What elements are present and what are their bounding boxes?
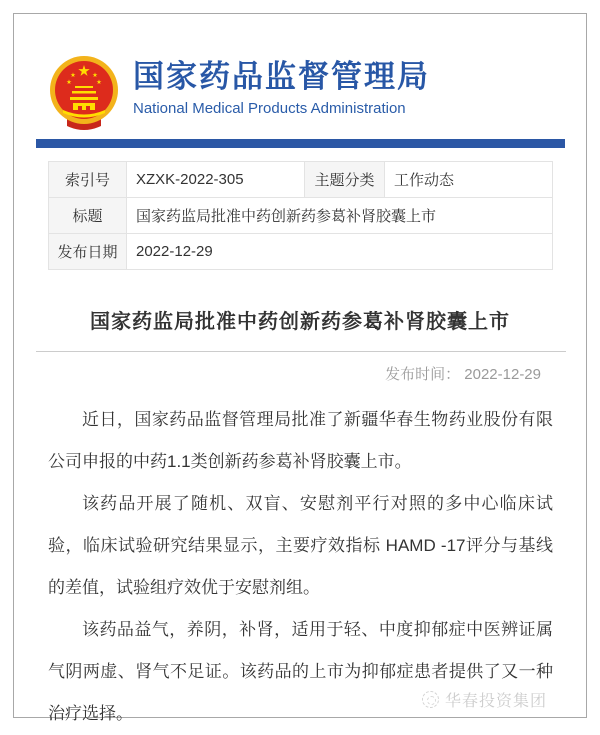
huachun-logo-icon bbox=[422, 691, 439, 708]
document-meta-table bbox=[48, 161, 553, 270]
title-divider bbox=[36, 351, 566, 352]
publish-time-label: 发布时间： bbox=[385, 366, 461, 383]
watermark-text: 华春投资集团 bbox=[444, 693, 547, 710]
meta-row-index-category bbox=[49, 162, 553, 198]
article-body bbox=[48, 399, 553, 735]
topic-category-label: 主题分类 bbox=[305, 162, 385, 198]
doc-title-value: 国家药监局批准中药创新药参葛补肾胶囊上市 bbox=[127, 198, 553, 234]
publish-date-label: 发布日期 bbox=[49, 234, 127, 270]
doc-title-label: 标题 bbox=[49, 198, 127, 234]
org-name-en: National Medical Products Administration bbox=[133, 100, 406, 118]
watermark bbox=[422, 688, 547, 711]
org-name-cn: 国家药品监督管理局 bbox=[133, 59, 430, 94]
meta-row-date bbox=[49, 234, 553, 270]
index-number-value: XZXK-2022-305 bbox=[127, 162, 305, 198]
page-frame bbox=[13, 13, 587, 723]
china-national-emblem-icon bbox=[47, 54, 121, 137]
meta-row-title bbox=[49, 198, 553, 234]
topic-category-value: 工作动态 bbox=[385, 162, 553, 198]
header-titles bbox=[133, 54, 430, 117]
publish-date-value: 2022-12-29 bbox=[127, 234, 553, 270]
site-header bbox=[14, 14, 586, 137]
article-paragraph: 该药品益气，养阴，补肾，适用于轻、中度抑郁症中医辨证属气阴两虚、肾气不足证。该药品的上市为抑郁症患者提供了又一种治疗选择。 bbox=[48, 620, 553, 723]
header-divider-bar bbox=[36, 139, 565, 148]
article-title: 国家药监局批准中药创新药参葛补肾胶囊上市 bbox=[90, 311, 510, 333]
publish-time-value: 2022-12-29 bbox=[464, 366, 541, 383]
publish-time-line bbox=[14, 363, 541, 384]
index-number-label: 索引号 bbox=[49, 162, 127, 198]
article-paragraph: 该药品开展了随机、双盲、安慰剂平行对照的多中心临床试验，临床试验研究结果显示，主要疗效指标 HAMD -17评分与基线的差值，试验组疗效优于安慰剂组。 bbox=[48, 494, 553, 597]
article-paragraph: 近日，国家药品监督管理局批准了新疆华春生物药业股份有限公司申报的中药1.1类创新药参葛补肾胶囊上市。 bbox=[48, 410, 553, 471]
